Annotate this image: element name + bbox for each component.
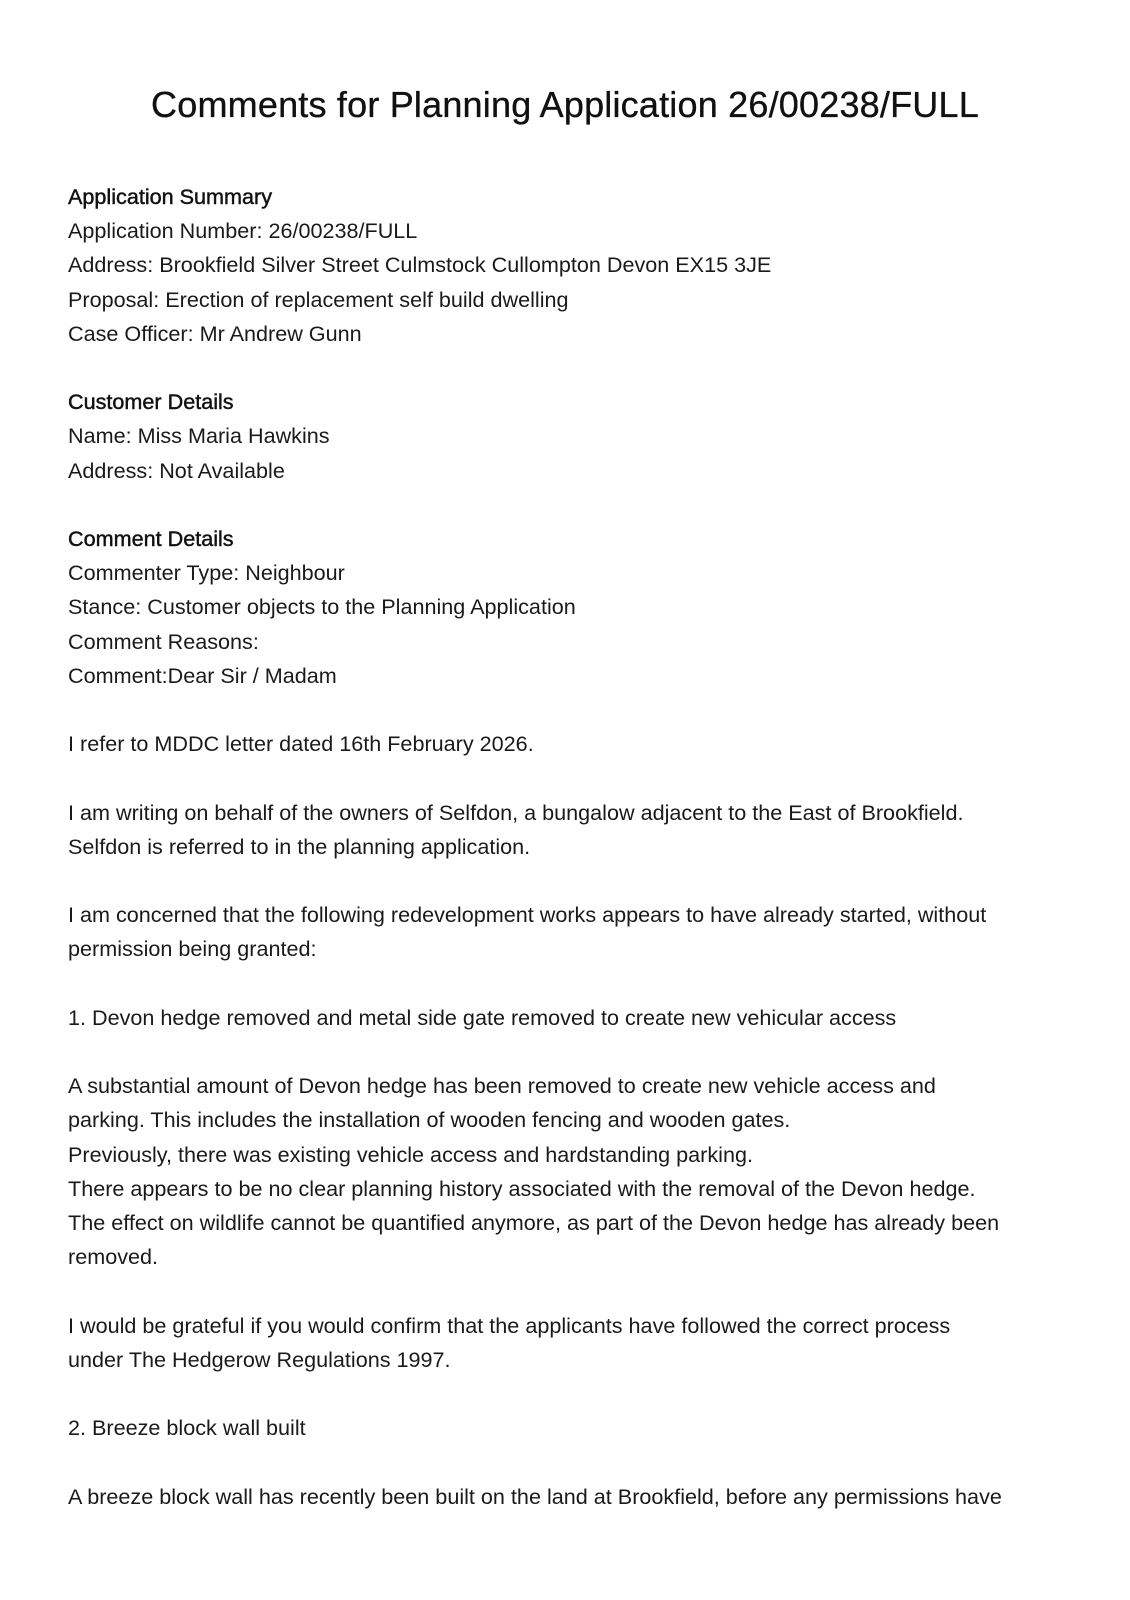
- spacer: [68, 1035, 1058, 1069]
- paragraph-hedge-line-3: Previously, there was existing vehicle access and hardstanding parking.: [68, 1141, 753, 1167]
- application-summary-heading: Application Summary: [68, 184, 273, 209]
- spacer: [68, 351, 1058, 385]
- comment-reasons: Comment Reasons:: [68, 628, 259, 654]
- paragraph-hedge-line-1: A substantial amount of Devon hedge has been removed to create new vehicle access and: [68, 1073, 936, 1099]
- application-number: Application Number: 26/00238/FULL: [68, 218, 418, 244]
- customer-address: Address: Not Available: [68, 457, 285, 483]
- comment-stance: Stance: Customer objects to the Planning Application: [68, 594, 576, 620]
- customer-details-section: [68, 385, 1058, 488]
- paragraph-concern-line-1: I am concerned that the following redevelopment works appears to have already started, without: [68, 902, 987, 928]
- application-address: Address: Brookfield Silver Street Culmstock Cullompton Devon EX15 3JE: [68, 252, 772, 278]
- paragraph-hedge-line-5: The effect on wildlife cannot be quantified anymore, as part of the Devon hedge has already been: [68, 1209, 1000, 1235]
- comment-opening: Comment:Dear Sir / Madam: [68, 662, 337, 688]
- spacer: [68, 761, 1058, 795]
- case-officer: Case Officer: Mr Andrew Gunn: [68, 320, 362, 346]
- application-summary-section: [68, 180, 1058, 351]
- spacer: [68, 488, 1058, 522]
- spacer: [68, 1445, 1058, 1479]
- paragraph-regulations-line-1: I would be grateful if you would confirm that the applicants have followed the correct process: [68, 1312, 951, 1338]
- paragraph-concern-line-2: permission being granted:: [68, 936, 317, 962]
- document-body: [68, 180, 1058, 1514]
- spacer: [68, 1274, 1058, 1308]
- spacer: [68, 693, 1058, 727]
- paragraph-regulations-line-2: under The Hedgerow Regulations 1997.: [68, 1346, 451, 1372]
- spacer: [68, 967, 1058, 1001]
- comment-details-section: [68, 522, 1058, 693]
- paragraph-mddc-letter: I refer to MDDC letter dated 16th February 2026.: [68, 731, 534, 757]
- paragraph-behalf-line-1: I am writing on behalf of the owners of Selfdon, a bungalow adjacent to the East of Brookfield.: [68, 799, 964, 825]
- paragraph-hedge-line-4: There appears to be no clear planning history associated with the removal of the Devon hedge.: [68, 1175, 976, 1201]
- list-item-breeze-block-wall: 2. Breeze block wall built: [68, 1415, 306, 1441]
- paragraph-behalf-line-2: Selfdon is referred to in the planning application.: [68, 833, 531, 859]
- spacer: [68, 1377, 1058, 1411]
- page-title: Comments for Planning Application 26/00238/FULL: [151, 84, 979, 125]
- customer-details-heading: Customer Details: [68, 389, 234, 415]
- paragraph-breeze-block-line-1: A breeze block wall has recently been built on the land at Brookfield, before any permissions have: [68, 1483, 1002, 1509]
- list-item-hedge-removed: 1. Devon hedge removed and metal side gate removed to create new vehicular access: [68, 1004, 897, 1030]
- application-proposal: Proposal: Erection of replacement self build dwelling: [68, 286, 569, 312]
- spacer: [68, 864, 1058, 898]
- comment-details-heading: Comment Details: [68, 526, 234, 551]
- customer-name: Name: Miss Maria Hawkins: [68, 423, 330, 449]
- paragraph-hedge-line-2: parking. This includes the installation of wooden fencing and wooden gates.: [68, 1107, 791, 1133]
- commenter-type: Commenter Type: Neighbour: [68, 560, 345, 586]
- paragraph-hedge-line-6: removed.: [68, 1244, 159, 1270]
- comment-body: [68, 727, 1058, 1514]
